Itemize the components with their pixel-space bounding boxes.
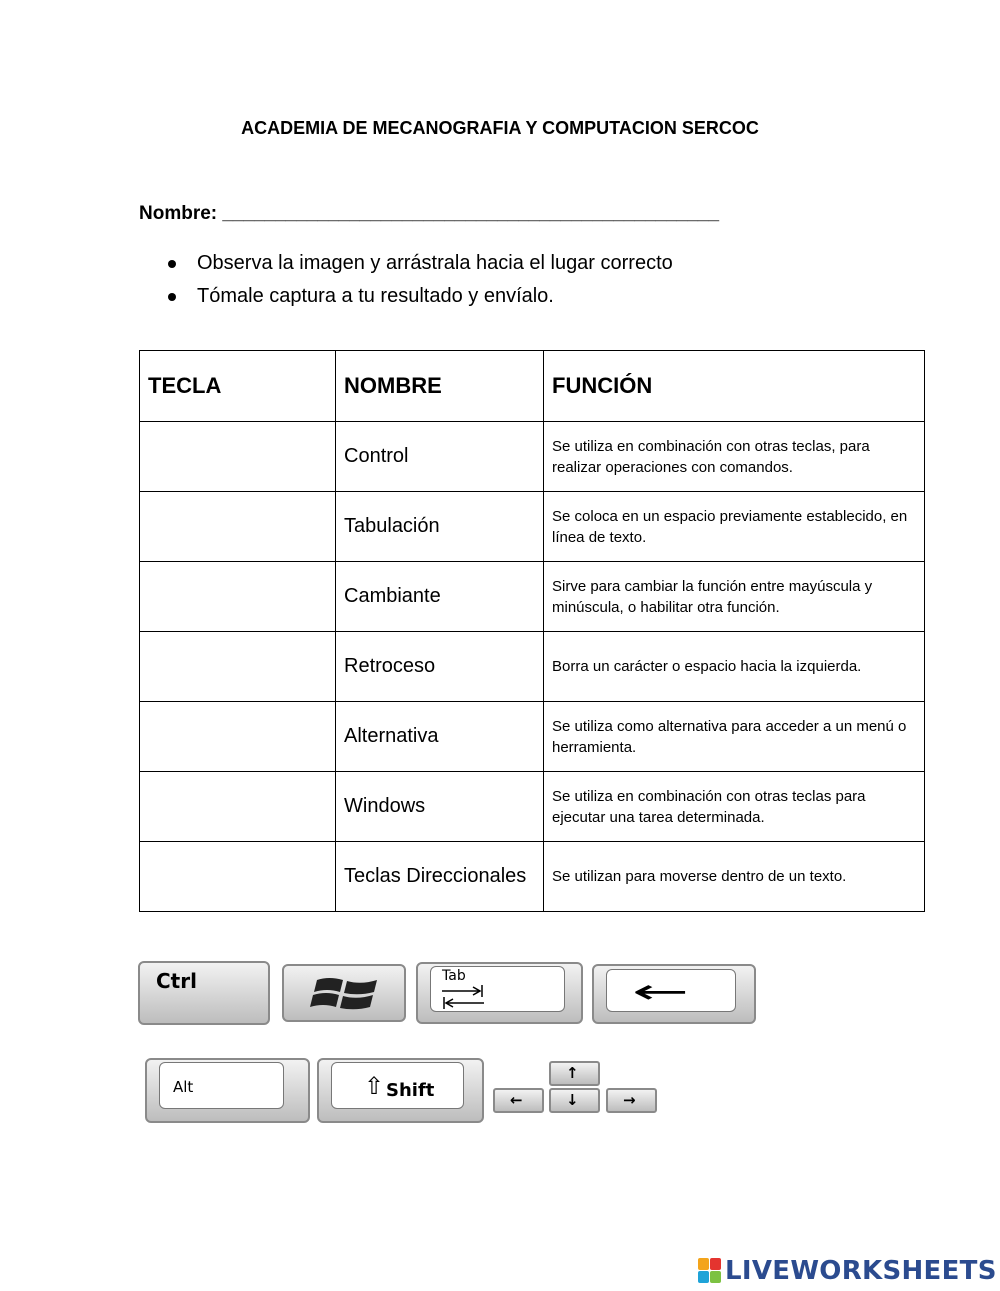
arrow-left-icon: ← — [510, 1091, 523, 1109]
key-function: Sirve para cambiar la función entre mayúscula y minúscula, o habilitar otra función. — [544, 562, 925, 632]
key-name: Control — [336, 422, 544, 492]
arrow-right-icon: → — [623, 1091, 636, 1109]
header-funcion: FUNCIÓN — [544, 351, 925, 422]
backspace-arrow-icon: ← — [632, 972, 689, 1012]
shift-key-draggable[interactable] — [317, 1058, 484, 1123]
table-header-row — [140, 351, 925, 422]
key-function: Se utiliza en combinación con otras teclas para ejecutar una tarea determinada. — [544, 772, 925, 842]
arrow-up-icon: ↑ — [566, 1064, 579, 1082]
drop-zone-key[interactable] — [140, 422, 336, 492]
name-field[interactable] — [139, 203, 719, 225]
key-function: Se utiliza en combinación con otras teclas, para realizar operaciones con comandos. — [544, 422, 925, 492]
logo-text: LIVEWORKSHEETS — [725, 1256, 997, 1286]
shift-key-label: Shift — [386, 1080, 435, 1101]
ctrl-key-label: Ctrl — [156, 969, 197, 993]
instructions-list — [168, 247, 673, 313]
arrow-up-key-draggable[interactable] — [549, 1061, 600, 1086]
header-tecla: TECLA — [140, 351, 336, 422]
windows-logo-icon — [309, 976, 383, 1010]
alt-key-draggable[interactable] — [145, 1058, 310, 1123]
key-name: Teclas Direccionales — [336, 842, 544, 912]
arrow-left-key-draggable[interactable] — [493, 1088, 544, 1113]
tab-arrows-icon — [440, 984, 486, 1010]
drop-zone-key[interactable] — [140, 632, 336, 702]
key-name: Tabulación — [336, 492, 544, 562]
arrow-down-key-draggable[interactable] — [549, 1088, 600, 1113]
key-name: Alternativa — [336, 702, 544, 772]
table-row — [140, 422, 925, 492]
arrow-down-icon: ↓ — [566, 1091, 579, 1109]
drop-zone-key[interactable] — [140, 562, 336, 632]
liveworksheets-logo — [697, 1256, 997, 1286]
backspace-key-draggable[interactable] — [592, 964, 756, 1024]
table-row — [140, 632, 925, 702]
table-row — [140, 562, 925, 632]
table-row — [140, 702, 925, 772]
bullet-icon — [168, 260, 176, 268]
key-name: Retroceso — [336, 632, 544, 702]
name-label: Nombre: — [139, 203, 223, 224]
bullet-icon — [168, 293, 176, 301]
table-row — [140, 492, 925, 562]
tab-key-draggable[interactable] — [416, 962, 583, 1024]
drop-zone-key[interactable] — [140, 772, 336, 842]
shift-arrow-icon: ⇧ — [364, 1072, 385, 1100]
header-nombre: NOMBRE — [336, 351, 544, 422]
name-blank: _______________________________________________ — [222, 203, 720, 224]
key-function: Se utilizan para moverse dentro de un texto. — [544, 842, 925, 912]
drop-zone-key[interactable] — [140, 842, 336, 912]
key-name: Cambiante — [336, 562, 544, 632]
keys-table — [139, 350, 925, 912]
key-function: Se coloca en un espacio previamente establecido, en línea de texto. — [544, 492, 925, 562]
key-function: Se utiliza como alternativa para acceder a un menú o herramienta. — [544, 702, 925, 772]
windows-key-draggable[interactable] — [282, 964, 406, 1022]
drop-zone-key[interactable] — [140, 702, 336, 772]
alt-key-label: Alt — [173, 1078, 194, 1096]
key-function: Borra un carácter o espacio hacia la izquierda. — [544, 632, 925, 702]
instruction-item: Tómale captura a tu resultado y envíalo. — [168, 280, 673, 313]
drop-zone-key[interactable] — [140, 492, 336, 562]
document-title: ACADEMIA DE MECANOGRAFIA Y COMPUTACION SERCOC — [241, 118, 759, 138]
tab-key-label: Tab — [442, 968, 466, 984]
live-blocks-icon — [697, 1257, 723, 1285]
table-row — [140, 842, 925, 912]
arrow-right-key-draggable[interactable] — [606, 1088, 657, 1113]
instruction-item: Observa la imagen y arrástrala hacia el lugar correcto — [168, 247, 673, 280]
key-name: Windows — [336, 772, 544, 842]
table-row — [140, 772, 925, 842]
ctrl-key-draggable[interactable] — [138, 961, 270, 1025]
